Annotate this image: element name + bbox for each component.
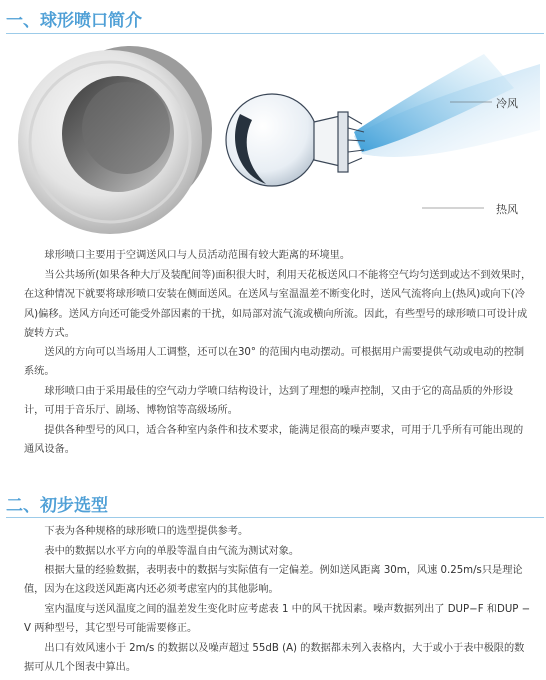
- hot-wind-label: 热风: [496, 203, 518, 216]
- nozzle-airflow-diagram: [222, 44, 542, 236]
- nozzle-photo: [14, 42, 214, 238]
- nozzle-collar: [314, 116, 340, 166]
- selection-paragraph-5: 出口有效风速小于 2m/s 的数据以及噪声超过 55dB (A) 的数据都未列入表格内，大于或小于表中极限的数据可从几个图表中算出。: [24, 643, 525, 674]
- intro-paragraph-4: 球形喷口由于采用最佳的空气动力学喷口结构设计，达到了理想的噪声控制，又由于它的高品质的外形设计，可用于音乐厅、剧场、博物馆等高级场所。: [24, 386, 514, 417]
- selection-paragraph-1: 下表为各种规格的球形喷口的选型提供参考。: [44, 526, 249, 537]
- section-title-selection: 二、初步选型: [6, 496, 108, 516]
- intro-paragraph-1: 球形喷口主要用于空调送风口与人员活动范围有较大距离的环境里。: [44, 250, 351, 261]
- nozzle-flange: [338, 112, 348, 172]
- nozzle-bore-inner: [82, 82, 170, 174]
- intro-paragraph-5: 提供各种型号的风口，适合各种室内条件和技术要求，能满足很高的噪声要求，可用于几乎所有可能出现的通风设备。: [24, 425, 524, 456]
- selection-paragraph-4: 室内温度与送风温度之间的温差发生变化时应考虑表 1 中的风干扰因素。噪声数据列出了 DUP−F 和DUP − V 两种型号，其它型号可能需要修正。: [24, 604, 531, 635]
- selection-paragraph-3: 根据大量的经验数据，表明表中的数据与实际值有一定偏差。例如送风距离 30m，风速 0.25m/s只是理论值，因为在这段送风距离内还必须考虑室内的其他影响。: [24, 565, 523, 596]
- section-divider: [6, 517, 544, 518]
- section-divider: [6, 33, 544, 34]
- intro-paragraph-3: 送风的方向可以当场用人工调整，还可以在30° 的范围内电动摆动。可根据用户需要提供气动或电动的控制系统。: [24, 347, 525, 378]
- cold-wind-label: 冷风: [496, 97, 518, 110]
- selection-paragraph-2: 表中的数据以水平方向的单股等温自由气流为测试对象。: [44, 546, 300, 557]
- intro-paragraph-2: 当公共场所(如果各种大厅及装配间等)面积很大时，利用天花板送风口不能将空气均匀送到或达不到效果时，在这种情况下就要将球形喷口安装在侧面送风。在送风与室温温差不断变化时，送风气流将向上(热风)或向下(冷风)偏移。送风方向还可能受外部因素的干扰，如局部对流气流或横向所流。因此，有些型号的球形喷口可设计成旋转方式。: [24, 270, 532, 339]
- section-title-intro: 一、球形喷口简介: [6, 11, 142, 31]
